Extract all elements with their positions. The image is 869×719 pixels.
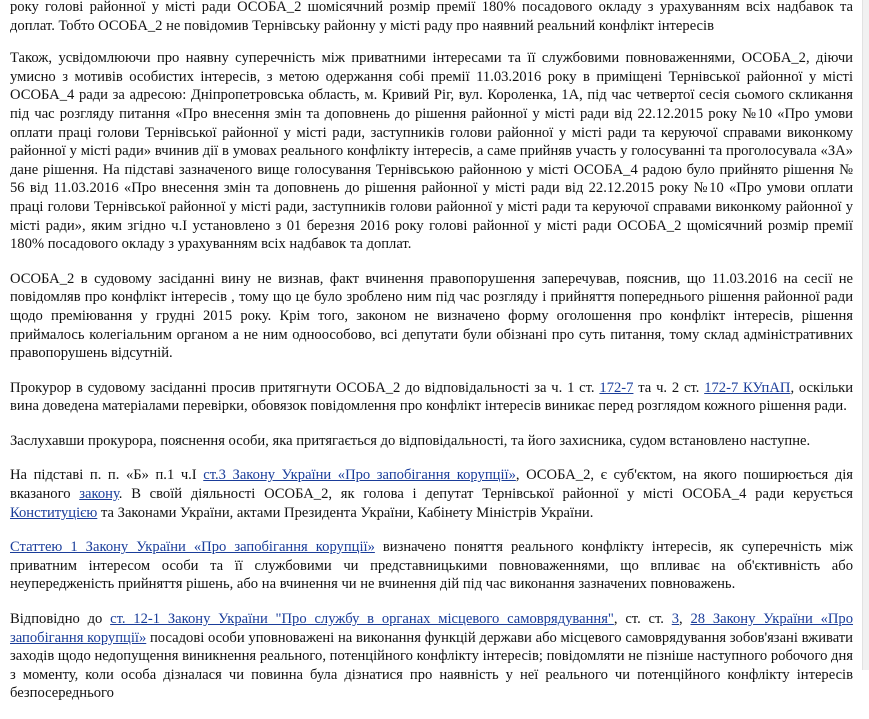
- link-constitution[interactable]: Конституцією: [10, 504, 98, 521]
- paragraph-3-text: ОСОБА_2 в судовому засіданні вину не визнав, факт вчинення правопорушення заперечував, пояснив, що 11.03.2016 на сесії не повідомляв про конфлікт інтересів , тому що це було зроблено ним під час розгляду і прийняття попереднього рішення районної ради щодо преміювання у грудні 2015 року. Крім того, законом не визначено форму оголошення про конфлікт інтересів, рішення приймалось колегіальним органом а не ним одноособово, всі депутати були обізнані про суть питання, тому склад адміністративних правопорушень відсутній.: [10, 270, 853, 362]
- link-article-3[interactable]: 3: [671, 611, 680, 628]
- paragraph-2-text: Також, усвідомлюючи про наявну суперечність між приватними інтересами та її службовими повноваженнями, ОСОБА_2, діючи умисно з мотивів особистих інтересів, з метою одержання собі премії 11.03.2016 року в приміщені Тернівської районної у місті ОСОБА_4 ради за адресою: Дніпропетровська область, м. Кривий Ріг, вул. Короленка, 1А, під час четвертої сесія сьомого скликання під час розгляду питання «Про внесення змін та доповнень до рішення районної у місті ради від 22.12.2015 року №10 «Про умови оплати праці голови Тернівської районної у місті ради, заступників голови районної у місті ради та керуючої справами виконкому районної у місті ради» вчинив дії в умовах реального конфлікту інтересів, а саме прийняв участь у голосуванні та проголосувала «ЗА» дане рішення. На підставі зазначеного вище голосування Тернівською районною у місті ОСОБА_4 радою було прийнято рішення № 56 від 11.03.2016 «Про внесення змін та доповнень до рішення районної у місті ради від 22.12.2015 року №10 «Про умови оплати праці голови Тернівської районної у місті ради, заступників голови районної у місті ради та керуючої справами виконкому районної у місті ради», яким згідно ч.І установлено з 01 березня 2016 року голові районної у місті ради ОСОБА_2 щомісячний розмір премії 180% посадового окладу з урахуванням всіх надбавок та доплат.: [10, 50, 853, 253]
- document-body: [10, 0, 853, 719]
- paragraph-6: [10, 466, 853, 522]
- paragraph-6-text-b: , ОСОБА_2, є суб'єктом, на якого поширюється дія вказаного: [10, 467, 854, 503]
- paragraph-8: [10, 610, 853, 703]
- paragraph-7-text: визначено поняття реального конфлікту інтересів, як суперечність між приватним інтересом особи та її службовими чи представницькими повноваженнями, що впливає на об'єктивність або неупередженість прийняття рішень, або на вчинення чи не вчинення дій під час виконання зазначених повноважень.: [10, 539, 853, 593]
- vertical-scrollbar[interactable]: [862, 0, 869, 670]
- paragraph-6-text-d: та Законами України, актами Президента України, Кабінету Міністрів України.: [97, 504, 594, 521]
- paragraph-4-text-b: та ч. 2 ст.: [633, 379, 705, 396]
- scrollbar-thumb[interactable]: [864, 0, 868, 670]
- paragraph-1: [10, 0, 853, 35]
- link-law[interactable]: закону: [79, 486, 119, 503]
- paragraph-4-text-c: , оскільки вина доведена матеріалами перевірки, обовязок повідомлення про конфлікт інтересів виникає перед розглядом кожного рішення ради.: [10, 379, 854, 415]
- paragraph-8-text-a: Відповідно до: [10, 611, 111, 628]
- paragraph-8-text-d: посадові особи уповноважені на виконання функцій держави або місцевого самоврядування зобов'язані вживати заходів щодо недопущення виникнення реального, потенційного конфлікту інтересів; повідомляти не пізніше наступного робочого дня з моменту, коли особа дізналася чи повинна була дізнатися про наявність у неї реального чи потенційного конфлікту інтересів безпосереднього: [10, 629, 853, 702]
- paragraph-5-text: Заслухавши прокурора, пояснення особи, яка притягається до відповідальності, та його захисника, судом встановлено наступне.: [10, 432, 811, 449]
- paragraph-5: [10, 432, 853, 451]
- link-article-3-anticorruption-law[interactable]: ст.3 Закону України «Про запобігання корупції»: [203, 467, 516, 484]
- link-article-28-anticorruption-law[interactable]: 28 Закону України «Про запобігання корупції»: [10, 611, 854, 646]
- paragraph-4-text-a: Прокурор в судовому засіданні просив притягнути ОСОБА_2 до відповідальності за ч. 1 ст.: [10, 379, 600, 396]
- paragraph-6-text-c: . В своїй діяльності ОСОБА_2, як голова і депутат Тернівської районної у місті ОСОБА_4 ради керується: [118, 486, 853, 503]
- link-article-1-anticorruption-law[interactable]: Статтею 1 Закону України «Про запобігання корупції»: [10, 539, 375, 556]
- paragraph-7: [10, 538, 853, 594]
- paragraph-4: [10, 379, 853, 416]
- paragraph-3: [10, 270, 853, 363]
- paragraph-8-text-b: , ст. ст.: [613, 611, 672, 628]
- paragraph-6-text-a: На підставі п. п. «Б» п.1 ч.І: [10, 467, 204, 484]
- link-article-172-7-part1[interactable]: 172-7: [599, 379, 634, 396]
- paragraph-1-text: року голові районної у місті ради ОСОБА_2 шомісячний розмір премії 180% посадового окладу з урахуванням всіх надбавок та доплат. Тобто ОСОБА_2 не повідомив Тернівську районну у місті раду про наявний реальний конфлікт інтересів: [10, 0, 853, 34]
- paragraph-8-text-c: ,: [679, 611, 691, 628]
- link-article-12-1-local-gov-service-law[interactable]: ст. 12-1 Закону України "Про службу в органах місцевого самоврядування": [110, 611, 614, 628]
- paragraph-2: [10, 49, 853, 254]
- link-article-172-7-kupap[interactable]: 172-7 КУпАП: [704, 379, 791, 396]
